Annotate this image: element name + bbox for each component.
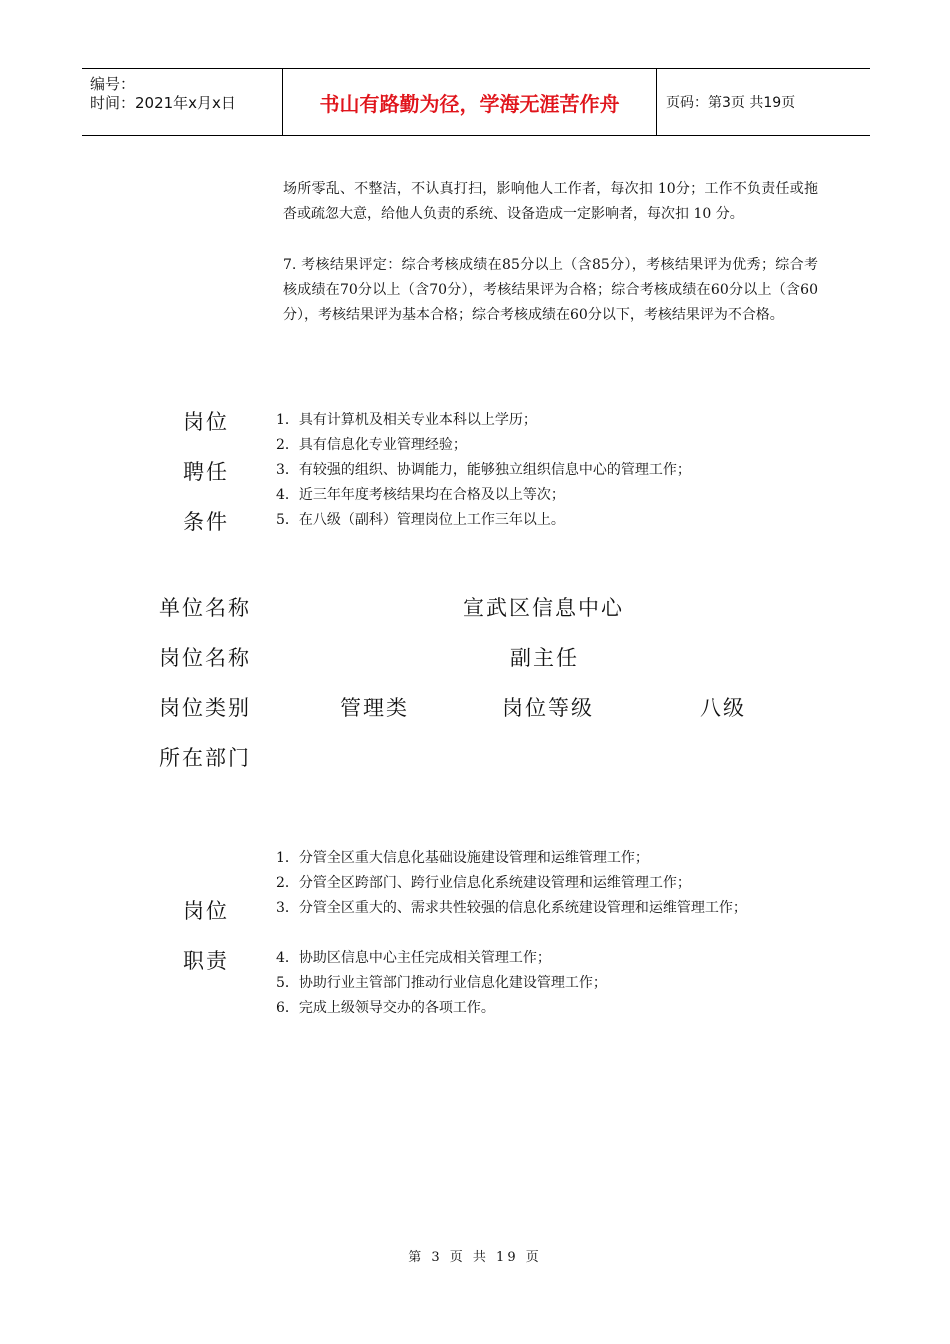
duty-item: 4．协助区信息中心主任完成相关管理工作； [276, 950, 551, 966]
header-left-cell [82, 69, 282, 135]
duties-label-line: 岗位 [183, 899, 229, 923]
document-number: 编号： [90, 75, 136, 93]
duty-item: 1．分管全区重大信息化基础设施建设管理和运维管理工作； [276, 850, 649, 866]
duty-item: 3．分管全区重大的、需求共性较强的信息化系统建设管理和运维管理工作； [276, 900, 747, 916]
requirement-item: 4．近三年年度考核结果均在合格及以上等次； [276, 487, 565, 503]
position-grade-label: 岗位等级 [502, 696, 594, 720]
requirement-item: 1．具有计算机及相关专业本科以上学历； [276, 412, 537, 428]
department-label: 所在部门 [159, 746, 251, 770]
unit-name-value: 宣武区信息中心 [463, 596, 624, 620]
page-footer: 第 3 页 共 19 页 [408, 1250, 542, 1265]
header-divider [656, 69, 657, 135]
duties-label-line: 职责 [183, 949, 229, 973]
requirements-label-line: 聘任 [183, 460, 229, 484]
requirements-label-line: 岗位 [183, 410, 229, 434]
position-category-label: 岗位类别 [159, 696, 251, 720]
page-header [82, 68, 870, 136]
duty-item: 5．协助行业主管部门推动行业信息化建设管理工作； [276, 975, 607, 991]
scoring-rule-text: 场所零乱、不整洁，不认真打扫，影响他人工作者，每次扣 10分；工作不负责任或拖沓或疏忽大意，给他人负责的系统、设备造成一定影响者，每次扣 10 分。 [283, 181, 818, 222]
position-name-label: 岗位名称 [159, 646, 251, 670]
position-name-value: 副主任 [510, 646, 579, 670]
position-grade-value: 八级 [700, 696, 746, 720]
header-motto: 书山有路勤为径，学海无涯苦作舟 [319, 91, 620, 116]
requirement-item: 2．具有信息化专业管理经验； [276, 437, 467, 453]
duty-item: 2．分管全区跨部门、跨行业信息化系统建设管理和运维管理工作； [276, 875, 691, 891]
unit-name-label: 单位名称 [159, 596, 251, 620]
position-category-value: 管理类 [340, 696, 409, 720]
requirement-item: 3．有较强的组织、协调能力，能够独立组织信息中心的管理工作； [276, 462, 691, 478]
header-page-info: 页码：第3页 共19页 [666, 95, 796, 111]
requirements-label-line: 条件 [183, 510, 229, 534]
evaluation-rule-text: 7. 考核结果评定：综合考核成绩在85分以上（含85分），考核结果评为优秀；综合考核成绩在70分以上（含70分），考核结果评为合格；综合考核成绩在60分以上（含60分），考核结果评为基本合格；综合考核成绩在60分以下，考核结果评为不合格。 [283, 257, 818, 323]
document-date: 时间：2021年x月x日 [90, 94, 236, 112]
duty-item: 6．完成上级领导交办的各项工作。 [276, 1000, 495, 1016]
requirement-item: 5．在八级（副科）管理岗位上工作三年以上。 [276, 512, 565, 528]
